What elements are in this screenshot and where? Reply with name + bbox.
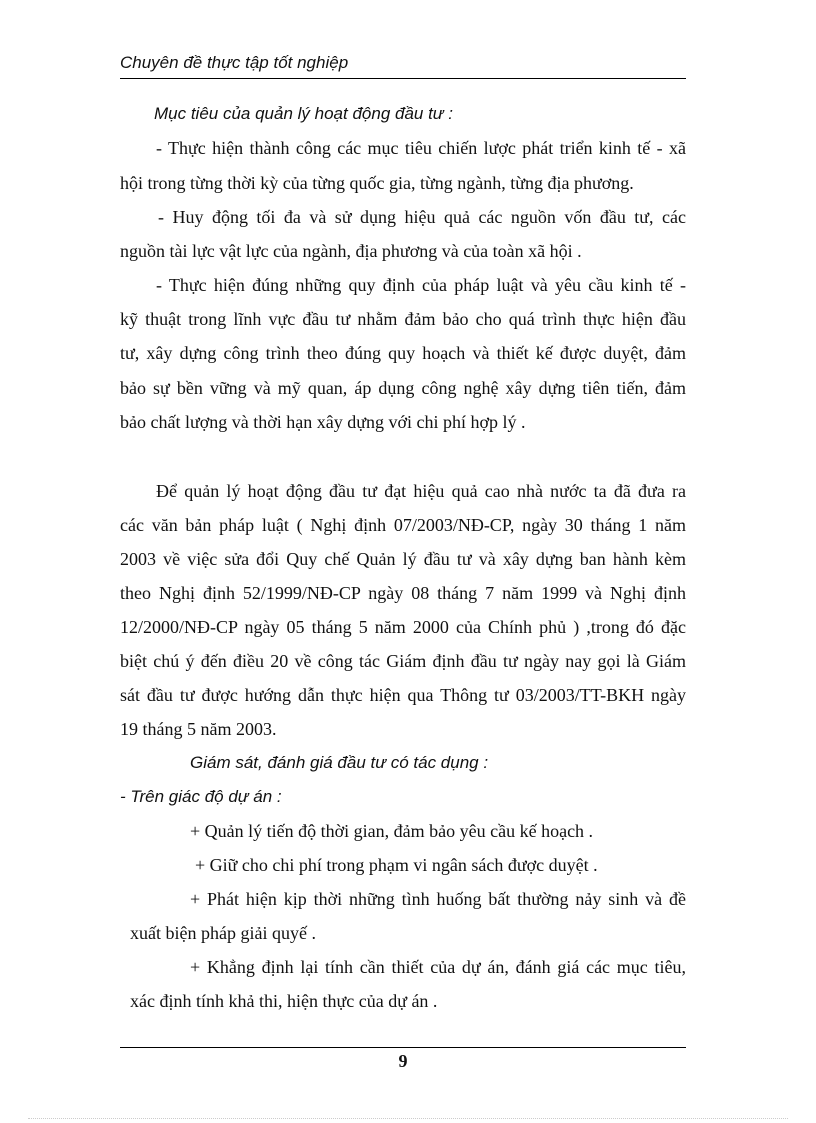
page-header — [120, 52, 686, 79]
section-heading-effects: Giám sát, đánh giá đầu tư có tác dụng : — [190, 753, 489, 772]
paragraph-line: 2003 về việc sửa đổi Quy chế Quản lý đầu tư và xây dựng ban hành kèm — [120, 549, 686, 569]
bullet-item: + Khẳng định lại tính cần thiết của dự án, đánh giá các mục tiêu, — [190, 957, 686, 977]
paragraph-line: 19 tháng 5 năm 2003. — [120, 719, 277, 739]
header-title: Chuyên đề thực tập tốt nghiệp — [120, 53, 349, 72]
bullet-item-continuation: xuất biện pháp giải quyế . — [130, 923, 316, 943]
paragraph-line: biệt chú ý đến điều 20 về công tác Giám định đầu tư ngày nay gọi là Giám — [120, 651, 686, 671]
paragraph-line: kỹ thuật trong lĩnh vực đầu tư nhằm đảm bảo cho quá trình thực hiện đầu — [120, 309, 686, 329]
paragraph-line: - Thực hiện đúng những quy định của pháp luật và yêu cầu kinh tế - — [156, 275, 686, 295]
paragraph-line: - Huy động tối đa và sử dụng hiệu quả các nguồn vốn đầu tư, các — [158, 207, 686, 227]
paragraph-line: bảo sự bền vững và mỹ quan, áp dụng công nghệ xây dựng tiên tiến, đảm — [120, 378, 686, 398]
paragraph-line: tư, xây dựng công trình theo đúng quy hoạch và thiết kế được duyệt, đảm — [120, 343, 686, 363]
paragraph-line: 12/2000/NĐ-CP ngày 05 tháng 5 năm 2000 của Chính phủ ) ,trong đó đặc — [120, 617, 686, 637]
bullet-item: + Giữ cho chi phí trong phạm vi ngân sách được duyệt . — [195, 855, 598, 875]
paragraph-line: nguồn tài lực vật lực của ngành, địa phương và của toàn xã hội . — [120, 241, 582, 261]
paragraph-line: bảo chất lượng và thời hạn xây dựng với chi phí hợp lý . — [120, 412, 526, 432]
bullet-item-continuation: xác định tính khả thi, hiện thực của dự án . — [130, 991, 438, 1011]
page-edge-divider — [28, 1118, 788, 1119]
subheading-project-view: - Trên giác độ dự án : — [120, 787, 282, 806]
paragraph-line: theo Nghị định 52/1999/NĐ-CP ngày 08 tháng 7 năm 1999 và Nghị định — [120, 583, 686, 603]
paragraph-line: Để quản lý hoạt động đầu tư đạt hiệu quả cao nhà nước ta đã đưa ra — [156, 481, 686, 501]
bullet-item: + Phát hiện kịp thời những tình huống bất thường nảy sinh và đề — [190, 889, 686, 909]
paragraph-line: - Thực hiện thành công các mục tiêu chiến lược phát triển kinh tế - xã — [156, 138, 686, 158]
section-heading-goals: Mục tiêu của quản lý hoạt động đầu tư : — [154, 104, 454, 123]
paragraph-line: các văn bản pháp luật ( Nghị định 07/2003/NĐ-CP, ngày 30 tháng 1 năm — [120, 515, 686, 535]
bullet-item: + Quản lý tiến độ thời gian, đảm bảo yêu cầu kế hoạch . — [190, 821, 594, 841]
paragraph-line: hội trong từng thời kỳ của từng quốc gia, từng ngành, từng địa phương. — [120, 173, 634, 193]
paragraph-line: sát đầu tư được hướng dẫn thực hiện qua Thông tư 03/2003/TT-BKH ngày — [120, 685, 686, 705]
footer-rule — [120, 1047, 686, 1048]
page-number: 9 — [398, 1051, 408, 1071]
